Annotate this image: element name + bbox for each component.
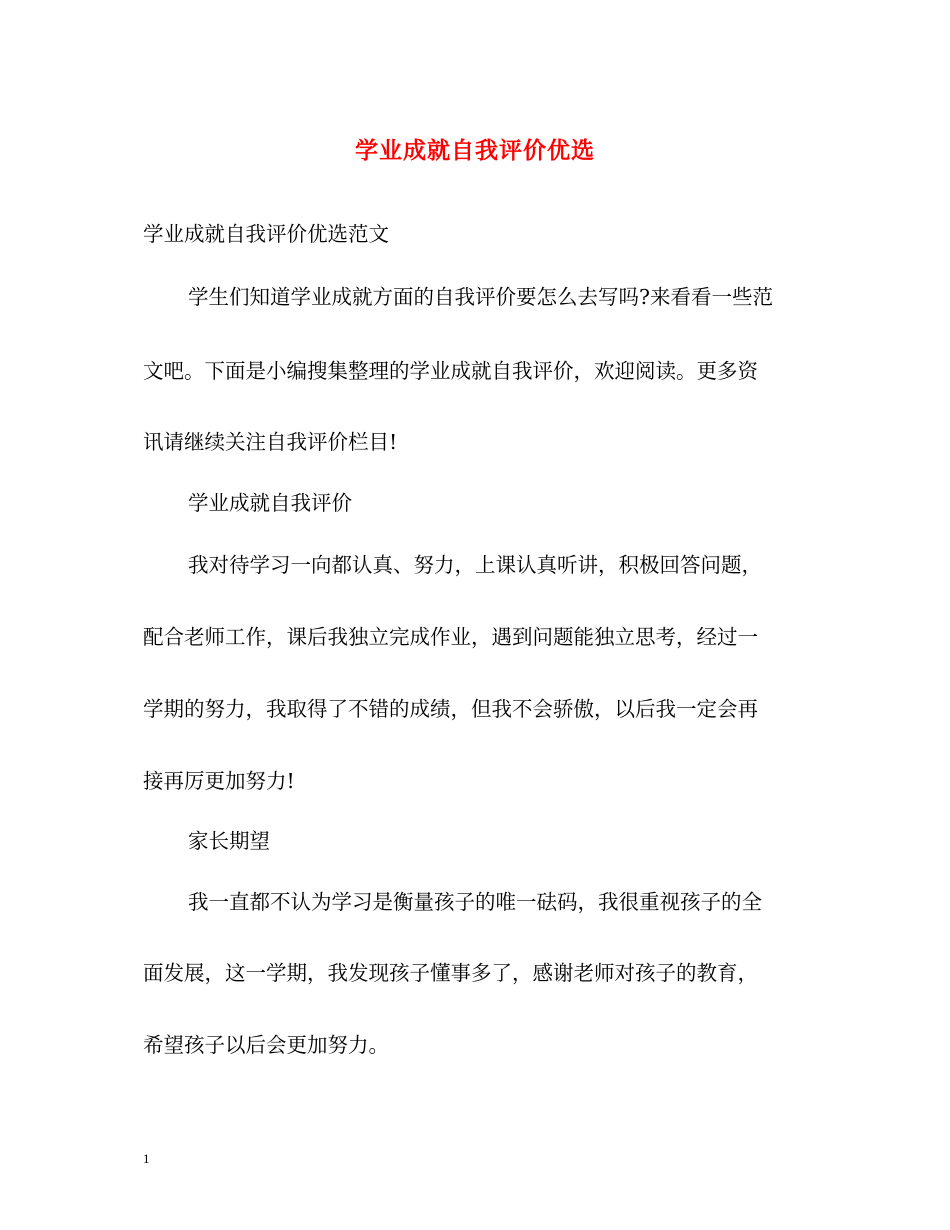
- paragraph-line: 讯请继续关注自我评价栏目!: [143, 430, 398, 454]
- paragraph-line: 面发展，这一学期，我发现孩子懂事多了，感谢老师对孩子的教育，: [143, 961, 758, 985]
- page-number: 1: [143, 1151, 150, 1166]
- paragraph-line: 学生们知道学业成就方面的自我评价要怎么去写吗?来看看一些范: [188, 285, 773, 309]
- paragraph-line: 学期的努力，我取得了不错的成绩，但我不会骄傲，以后我一定会再: [143, 697, 758, 721]
- section-heading: 学业成就自我评价: [188, 491, 352, 515]
- paragraph-line: 文吧。下面是小编搜集整理的学业成就自我评价，欢迎阅读。更多资: [143, 359, 758, 383]
- subtitle-line: 学业成就自我评价优选范文: [143, 222, 389, 246]
- paragraph-line: 希望孩子以后会更加努力。: [143, 1033, 389, 1057]
- paragraph-line: 我一直都不认为学习是衡量孩子的唯一砝码，我很重视孩子的全: [188, 890, 762, 914]
- section-heading: 家长期望: [188, 829, 270, 853]
- document-title: 学业成就自我评价优选: [355, 137, 595, 164]
- paragraph-line: 我对待学习一向都认真、努力，上课认真听讲，积极回答问题，: [188, 553, 762, 577]
- paragraph-line: 配合老师工作，课后我独立完成作业，遇到问题能独立思考，经过一: [143, 625, 758, 649]
- paragraph-line: 接再厉更加努力!: [143, 769, 295, 793]
